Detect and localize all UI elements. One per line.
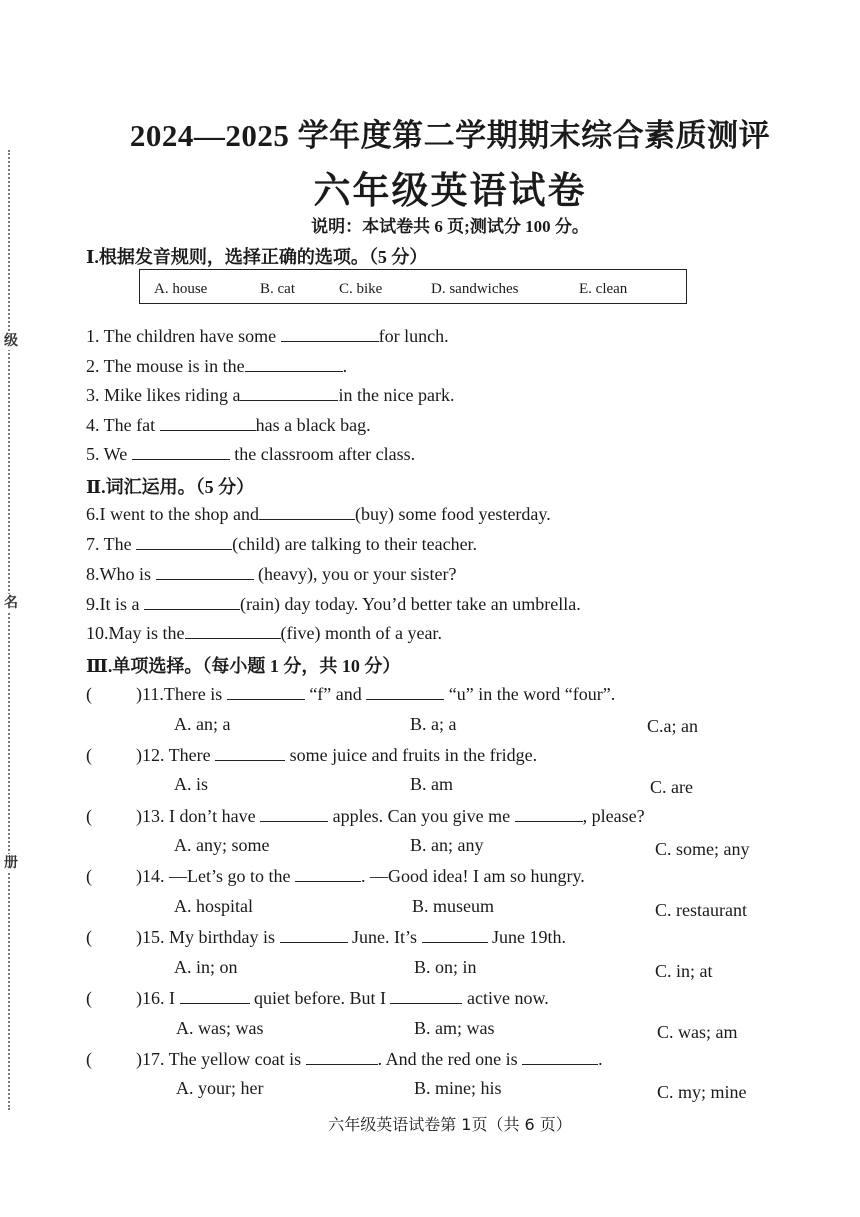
option-14-c[interactable]: C. restaurant [655, 900, 747, 920]
word-option-d: D. sandwiches [431, 281, 519, 297]
word-box [139, 269, 687, 304]
exam-subtitle: 六年级英语试卷 [313, 171, 587, 212]
answer-blank [515, 805, 583, 822]
answer-paren[interactable]: ( [86, 927, 92, 947]
word-option-b: B. cat [260, 281, 295, 297]
binding-mark-roll: 册 [4, 855, 18, 871]
answer-blank[interactable] [245, 355, 343, 372]
answer-blank [215, 744, 285, 761]
question-12: ( )12. There some juice and fruits in the fridge. [86, 745, 538, 765]
option-13-a[interactable]: A. any; some [174, 835, 270, 855]
question-9: 9.It is a (rain) day today. You’d better take an umbrella. [86, 594, 581, 614]
question-11: ( )11.There is “f” and “u” in the word “four”. [86, 684, 616, 704]
option-15-c[interactable]: C. in; at [655, 961, 713, 981]
option-12-b[interactable]: B. am [410, 774, 453, 794]
question-2: 2. The mouse is in the . [86, 356, 348, 376]
answer-blank [280, 926, 348, 943]
question-1: 1. The children have some for lunch. [86, 326, 449, 346]
question-16: ( )16. I quiet before. But I active now. [86, 988, 549, 1008]
question-3: 3. Mike likes riding a in the nice park. [86, 385, 455, 405]
answer-blank[interactable] [156, 563, 254, 580]
word-option-c: C. bike [339, 281, 383, 297]
answer-blank[interactable] [144, 593, 240, 610]
answer-blank [180, 987, 250, 1004]
binding-mark-class: 级 [4, 333, 18, 349]
word-option-a: A. house [154, 281, 208, 297]
answer-paren[interactable]: ( [86, 684, 92, 704]
question-6: 6.I went to the shop and (buy) some food yesterday. [86, 504, 551, 524]
option-15-a[interactable]: A. in; on [174, 957, 238, 977]
question-4: 4. The fat has a black bag. [86, 415, 371, 435]
answer-blank[interactable] [160, 414, 256, 431]
answer-blank[interactable] [240, 384, 338, 401]
answer-blank [295, 865, 361, 882]
answer-blank [422, 926, 488, 943]
exam-title: 2024—2025 学年度第二学期期末综合素质测评 [129, 118, 771, 153]
option-14-b[interactable]: B. museum [412, 896, 495, 916]
option-14-a[interactable]: A. hospital [174, 896, 253, 916]
option-15-b[interactable]: B. on; in [414, 957, 477, 977]
question-17: ( )17. The yellow coat is . And the red one is . [86, 1049, 603, 1069]
option-17-c[interactable]: C. my; mine [657, 1082, 747, 1102]
binding-margin [2, 150, 26, 1110]
binding-mark-name: 名 [4, 595, 18, 611]
option-12-c[interactable]: C. are [650, 777, 693, 797]
option-11-b[interactable]: B. a; a [410, 714, 457, 734]
question-13: ( )13. I don’t have apples. Can you give me , please? [86, 806, 645, 826]
answer-blank [390, 987, 462, 1004]
word-option-e: E. clean [579, 281, 628, 297]
option-13-c[interactable]: C. some; any [655, 839, 750, 859]
answer-blank [306, 1048, 378, 1065]
section-3-heading: Ⅲ.单项选择。（每小题 1 分，共 10 分） [86, 656, 401, 676]
question-14: ( )14. —Let’s go to the . —Good idea! I am so hungry. [86, 866, 585, 886]
option-16-b[interactable]: B. am; was [414, 1018, 495, 1038]
question-10: 10.May is the (five) month of a year. [86, 623, 442, 643]
section-2-heading: Ⅱ.词汇运用。（5 分） [86, 477, 255, 497]
question-8: 8.Who is (heavy), you or your sister? [86, 564, 457, 584]
option-12-a[interactable]: A. is [174, 774, 209, 794]
answer-paren[interactable]: ( [86, 866, 92, 886]
section-1-heading: Ⅰ.根据发音规则，选择正确的选项。（5 分） [86, 247, 428, 267]
option-11-a[interactable]: A. an; a [174, 714, 231, 734]
option-16-a[interactable]: A. was; was [176, 1018, 264, 1038]
answer-blank [260, 805, 328, 822]
answer-paren[interactable]: ( [86, 1049, 92, 1069]
option-13-b[interactable]: B. an; any [410, 835, 484, 855]
answer-blank [366, 683, 444, 700]
cut-line [8, 150, 10, 1110]
option-11-c[interactable]: C.a; an [647, 716, 698, 736]
answer-blank[interactable] [132, 443, 230, 460]
question-15: ( )15. My birthday is June. It’s June 19th. [86, 927, 566, 947]
option-17-a[interactable]: A. your; her [176, 1078, 264, 1098]
answer-blank[interactable] [281, 325, 379, 342]
answer-paren[interactable]: ( [86, 988, 92, 1008]
option-16-c[interactable]: C. was; am [657, 1022, 738, 1042]
option-17-b[interactable]: B. mine; his [414, 1078, 502, 1098]
answer-blank[interactable] [259, 503, 355, 520]
answer-paren[interactable]: ( [86, 745, 92, 765]
question-7: 7. The (child) are talking to their teacher. [86, 534, 478, 554]
answer-blank[interactable] [185, 622, 281, 639]
answer-paren[interactable]: ( [86, 806, 92, 826]
answer-blank [227, 683, 305, 700]
answer-blank [522, 1048, 598, 1065]
answer-blank[interactable] [136, 533, 232, 550]
exam-note: 说明：本试卷共 6 页;测试分 100 分。 [311, 217, 589, 236]
question-5: 5. We the classroom after class. [86, 444, 416, 464]
page-footer: 六年级英语试卷第 1页（共 6 页） [328, 1115, 572, 1134]
